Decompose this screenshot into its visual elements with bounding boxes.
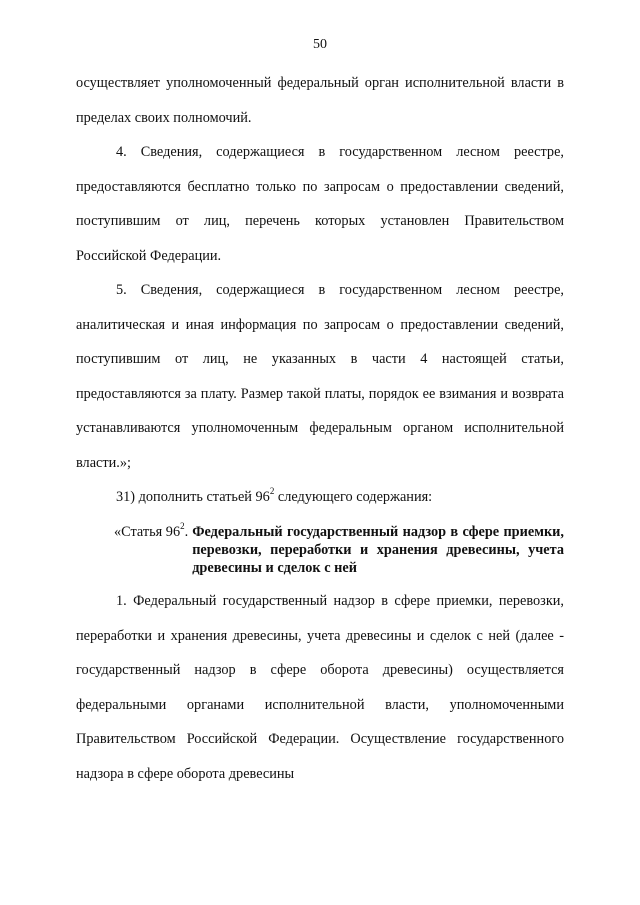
- paragraph-item-4: 4. Сведения, содержащиеся в государственном лесном реестре, предоставляются бесплатно только по запросам о предоставлении сведений, поступившим от лиц, перечень которых установлен Правительством Российской Федерации.: [76, 144, 564, 264]
- item-31-text: 31) дополнить статьей 96: [116, 489, 270, 505]
- article-label-superscript: 2: [180, 521, 185, 532]
- article-label-text: «Статья 96: [114, 524, 181, 540]
- paragraph-continuation: осуществляет уполномоченный федеральный орган исполнительной власти в пределах своих полномочий.: [76, 75, 564, 126]
- paragraph-article-item-1: 1. Федеральный государственный надзор в сфере приемки, перевозки, переработки и хранения древесины, учета древесины и сделок с ней (далее - государственный надзор в сфере оборота древесины) осуществляется федеральными органами исполнительной власти, уполномоченными Правительством Российской Федерации. Осуществление государственного надзора в сфере оборота древесины: [76, 593, 564, 782]
- item-31-superscript: 2: [269, 486, 275, 497]
- item-31-text-end: следующего содержания:: [274, 489, 433, 505]
- article-heading: [114, 523, 564, 577]
- page-number: 50: [313, 37, 327, 52]
- paragraph-item-5: 5. Сведения, содержащиеся в государственном лесном реестре, аналитическая и иная информация по запросам о предоставлении сведений, поступившим от лиц, не указанных в части 4 настоящей статьи, предоставляются за плату. Размер такой платы, порядок ее взимания и возврата устанавливаются уполномоченным федеральным органом исполнительной власти.»;: [76, 282, 564, 471]
- paragraph-item-31: [76, 480, 564, 515]
- article-title: Федеральный государственный надзор в сфере приемки, перевозки, переработки и хранения древесины, учета древесины и сделок с ней: [192, 524, 564, 576]
- article-label-dot: .: [184, 524, 189, 540]
- article-label: [114, 523, 188, 577]
